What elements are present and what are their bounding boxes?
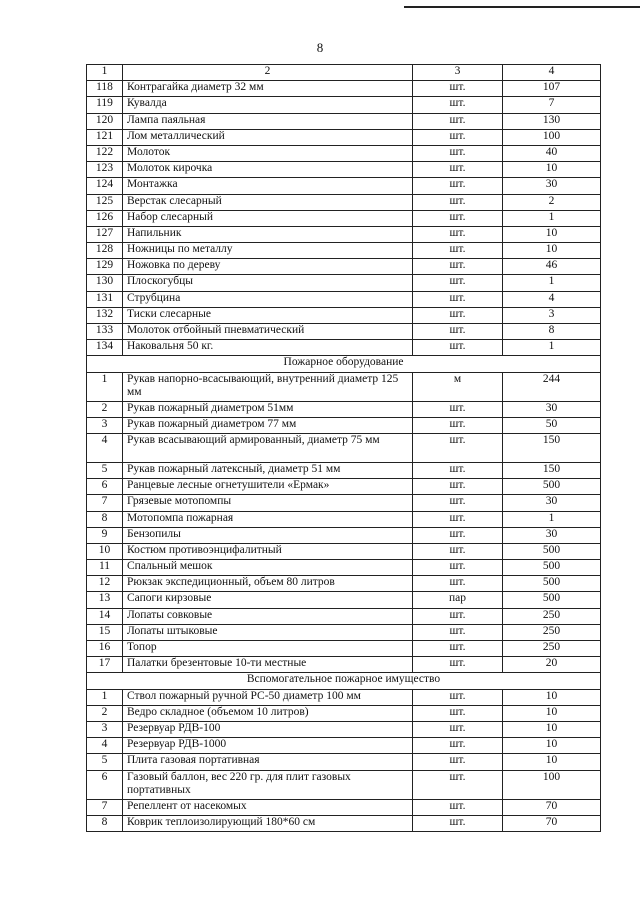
row-quantity: 10 — [503, 226, 601, 242]
row-name: Резервуар РДВ-100 — [123, 721, 413, 737]
row-number: 2 — [87, 401, 123, 417]
row-quantity: 500 — [503, 576, 601, 592]
row-name: Рукав пожарный диаметром 51мм — [123, 401, 413, 417]
table-row — [87, 162, 601, 178]
row-number: 3 — [87, 721, 123, 737]
row-quantity: 30 — [503, 178, 601, 194]
row-name: Монтажка — [123, 178, 413, 194]
row-name: Напильник — [123, 226, 413, 242]
row-unit: шт. — [413, 689, 503, 705]
row-unit: шт. — [413, 624, 503, 640]
row-quantity: 500 — [503, 479, 601, 495]
row-unit: шт. — [413, 433, 503, 462]
row-unit: шт. — [413, 815, 503, 831]
row-number: 4 — [87, 738, 123, 754]
row-name: Сапоги кирзовые — [123, 592, 413, 608]
row-name: Ранцевые лесные огнетушители «Ермак» — [123, 479, 413, 495]
row-quantity: 250 — [503, 608, 601, 624]
table-row — [87, 401, 601, 417]
row-name: Лопаты совковые — [123, 608, 413, 624]
header-col-2: 2 — [123, 65, 413, 81]
row-quantity: 1 — [503, 275, 601, 291]
row-unit: шт. — [413, 145, 503, 161]
row-name: Тиски слесарные — [123, 307, 413, 323]
inventory-table-body — [87, 65, 601, 832]
row-number: 134 — [87, 340, 123, 356]
row-number: 123 — [87, 162, 123, 178]
row-name: Резервуар РДВ-1000 — [123, 738, 413, 754]
row-unit: шт. — [413, 754, 503, 770]
row-quantity: 10 — [503, 754, 601, 770]
row-name: Контрагайка диаметр 32 мм — [123, 81, 413, 97]
row-number: 122 — [87, 145, 123, 161]
top-rule — [404, 6, 640, 8]
section-title: Вспомогательное пожарное имущество — [87, 673, 601, 689]
row-unit: шт. — [413, 307, 503, 323]
row-number: 12 — [87, 576, 123, 592]
row-name: Лом металлический — [123, 129, 413, 145]
row-name: Репеллент от насекомых — [123, 799, 413, 815]
row-quantity: 46 — [503, 259, 601, 275]
row-quantity: 70 — [503, 815, 601, 831]
row-name: Бензопилы — [123, 527, 413, 543]
table-row — [87, 210, 601, 226]
row-quantity: 70 — [503, 799, 601, 815]
row-number: 13 — [87, 592, 123, 608]
row-unit: шт. — [413, 178, 503, 194]
row-number: 14 — [87, 608, 123, 624]
row-number: 8 — [87, 815, 123, 831]
section-title: Пожарное оборудование — [87, 356, 601, 372]
row-unit: шт. — [413, 479, 503, 495]
row-quantity: 10 — [503, 738, 601, 754]
row-number: 132 — [87, 307, 123, 323]
table-row — [87, 624, 601, 640]
row-unit: шт. — [413, 543, 503, 559]
row-unit: шт. — [413, 799, 503, 815]
row-number: 3 — [87, 417, 123, 433]
table-row — [87, 307, 601, 323]
table-row — [87, 259, 601, 275]
row-number: 119 — [87, 97, 123, 113]
table-row — [87, 291, 601, 307]
row-quantity: 10 — [503, 705, 601, 721]
row-name: Ствол пожарный ручной РС-50 диаметр 100 мм — [123, 689, 413, 705]
row-quantity: 250 — [503, 641, 601, 657]
table-row — [87, 194, 601, 210]
row-number: 7 — [87, 495, 123, 511]
row-name: Рукав пожарный латексный, диаметр 51 мм — [123, 462, 413, 478]
row-quantity: 107 — [503, 81, 601, 97]
row-name: Лопаты штыковые — [123, 624, 413, 640]
row-name: Молоток кирочка — [123, 162, 413, 178]
row-quantity: 30 — [503, 495, 601, 511]
row-unit: шт. — [413, 462, 503, 478]
table-row — [87, 479, 601, 495]
row-quantity: 130 — [503, 113, 601, 129]
row-number: 121 — [87, 129, 123, 145]
row-unit: шт. — [413, 113, 503, 129]
table-row — [87, 527, 601, 543]
table-row — [87, 433, 601, 462]
row-unit: шт. — [413, 194, 503, 210]
row-unit: пар — [413, 592, 503, 608]
row-quantity: 1 — [503, 210, 601, 226]
row-unit: шт. — [413, 401, 503, 417]
row-unit: шт. — [413, 129, 503, 145]
row-number: 1 — [87, 689, 123, 705]
row-quantity: 10 — [503, 689, 601, 705]
row-quantity: 250 — [503, 624, 601, 640]
row-quantity: 244 — [503, 372, 601, 401]
row-number: 8 — [87, 511, 123, 527]
row-quantity: 8 — [503, 324, 601, 340]
row-name: Рюкзак экспедиционный, объем 80 литров — [123, 576, 413, 592]
inventory-table — [86, 64, 601, 832]
row-name: Газовый баллон, вес 220 гр. для плит газовых портативных — [123, 770, 413, 799]
row-unit: шт. — [413, 495, 503, 511]
row-quantity: 1 — [503, 340, 601, 356]
row-unit: шт. — [413, 210, 503, 226]
row-unit: шт. — [413, 527, 503, 543]
row-quantity: 30 — [503, 401, 601, 417]
row-unit: шт. — [413, 641, 503, 657]
row-unit: м — [413, 372, 503, 401]
row-number: 6 — [87, 770, 123, 799]
table-row — [87, 97, 601, 113]
row-number: 5 — [87, 754, 123, 770]
table-row — [87, 721, 601, 737]
row-number: 118 — [87, 81, 123, 97]
table-row — [87, 799, 601, 815]
section-row — [87, 356, 601, 372]
table-row — [87, 738, 601, 754]
row-unit: шт. — [413, 324, 503, 340]
row-number: 128 — [87, 243, 123, 259]
header-col-4: 4 — [503, 65, 601, 81]
row-number: 126 — [87, 210, 123, 226]
row-unit: шт. — [413, 275, 503, 291]
table-row — [87, 754, 601, 770]
row-number: 6 — [87, 479, 123, 495]
row-unit: шт. — [413, 560, 503, 576]
row-quantity: 150 — [503, 462, 601, 478]
row-name: Костюм противоэнцифалитный — [123, 543, 413, 559]
table-row — [87, 226, 601, 242]
row-unit: шт. — [413, 162, 503, 178]
row-quantity: 100 — [503, 770, 601, 799]
row-number: 5 — [87, 462, 123, 478]
row-quantity: 1 — [503, 511, 601, 527]
row-quantity: 40 — [503, 145, 601, 161]
page-number: 8 — [316, 40, 324, 55]
table-row — [87, 511, 601, 527]
table-row — [87, 705, 601, 721]
row-quantity: 4 — [503, 291, 601, 307]
row-unit: шт. — [413, 97, 503, 113]
row-quantity: 10 — [503, 243, 601, 259]
row-number: 2 — [87, 705, 123, 721]
row-name: Наковальня 50 кг. — [123, 340, 413, 356]
row-quantity: 2 — [503, 194, 601, 210]
table-row — [87, 417, 601, 433]
table-row — [87, 340, 601, 356]
row-quantity: 500 — [503, 543, 601, 559]
row-unit: шт. — [413, 511, 503, 527]
row-unit: шт. — [413, 738, 503, 754]
table-row — [87, 495, 601, 511]
row-quantity: 500 — [503, 592, 601, 608]
header-col-1: 1 — [87, 65, 123, 81]
table-row — [87, 324, 601, 340]
row-number: 124 — [87, 178, 123, 194]
row-name: Верстак слесарный — [123, 194, 413, 210]
row-number: 1 — [87, 372, 123, 401]
row-quantity: 100 — [503, 129, 601, 145]
row-name: Плита газовая портативная — [123, 754, 413, 770]
row-quantity: 500 — [503, 560, 601, 576]
row-unit: шт. — [413, 576, 503, 592]
row-number: 127 — [87, 226, 123, 242]
row-number: 11 — [87, 560, 123, 576]
row-name: Молоток — [123, 145, 413, 161]
row-unit: шт. — [413, 226, 503, 242]
row-name: Плоскогубцы — [123, 275, 413, 291]
row-number: 131 — [87, 291, 123, 307]
row-name: Мотопомпа пожарная — [123, 511, 413, 527]
row-unit: шт. — [413, 608, 503, 624]
row-quantity: 7 — [503, 97, 601, 113]
table-row — [87, 145, 601, 161]
row-number: 4 — [87, 433, 123, 462]
table-row — [87, 129, 601, 145]
row-number: 16 — [87, 641, 123, 657]
row-quantity: 10 — [503, 721, 601, 737]
row-quantity: 10 — [503, 162, 601, 178]
table-row — [87, 81, 601, 97]
row-name: Лампа паяльная — [123, 113, 413, 129]
row-number: 129 — [87, 259, 123, 275]
row-name: Рукав напорно-всасывающий, внутренний диаметр 125 мм — [123, 372, 413, 401]
table-row — [87, 770, 601, 799]
table-row — [87, 815, 601, 831]
row-number: 9 — [87, 527, 123, 543]
row-unit: шт. — [413, 657, 503, 673]
row-unit: шт. — [413, 243, 503, 259]
header-col-3: 3 — [413, 65, 503, 81]
table-row — [87, 462, 601, 478]
row-unit: шт. — [413, 259, 503, 275]
row-name: Топор — [123, 641, 413, 657]
row-name: Молоток отбойный пневматический — [123, 324, 413, 340]
row-quantity: 20 — [503, 657, 601, 673]
row-number: 7 — [87, 799, 123, 815]
row-number: 15 — [87, 624, 123, 640]
row-unit: шт. — [413, 340, 503, 356]
row-unit: шт. — [413, 770, 503, 799]
table-row — [87, 641, 601, 657]
row-name: Рукав пожарный диаметром 77 мм — [123, 417, 413, 433]
row-name: Коврик теплоизолирующий 180*60 см — [123, 815, 413, 831]
row-unit: шт. — [413, 705, 503, 721]
row-quantity: 3 — [503, 307, 601, 323]
row-unit: шт. — [413, 291, 503, 307]
row-name: Кувалда — [123, 97, 413, 113]
row-number: 17 — [87, 657, 123, 673]
row-quantity: 30 — [503, 527, 601, 543]
table-row — [87, 576, 601, 592]
row-name: Ножницы по металлу — [123, 243, 413, 259]
row-number: 133 — [87, 324, 123, 340]
table-row — [87, 560, 601, 576]
row-unit: шт. — [413, 81, 503, 97]
table-row — [87, 372, 601, 401]
row-quantity: 50 — [503, 417, 601, 433]
table-row — [87, 543, 601, 559]
row-name: Рукав всасывающий армированный, диаметр 75 мм — [123, 433, 413, 462]
table-row — [87, 657, 601, 673]
row-unit: шт. — [413, 721, 503, 737]
row-number: 10 — [87, 543, 123, 559]
row-name: Набор слесарный — [123, 210, 413, 226]
row-name: Струбцина — [123, 291, 413, 307]
table-row — [87, 113, 601, 129]
row-quantity: 150 — [503, 433, 601, 462]
row-name: Ножовка по дереву — [123, 259, 413, 275]
row-number: 120 — [87, 113, 123, 129]
row-name: Ведро складное (объемом 10 литров) — [123, 705, 413, 721]
row-name: Спальный мешок — [123, 560, 413, 576]
row-number: 125 — [87, 194, 123, 210]
section-row — [87, 673, 601, 689]
table-row — [87, 243, 601, 259]
table-row — [87, 689, 601, 705]
row-name: Грязевые мотопомпы — [123, 495, 413, 511]
table-row — [87, 275, 601, 291]
table-row — [87, 592, 601, 608]
table-header-row — [87, 65, 601, 81]
table-row — [87, 608, 601, 624]
row-unit: шт. — [413, 417, 503, 433]
row-name: Палатки брезентовые 10-ти местные — [123, 657, 413, 673]
row-number: 130 — [87, 275, 123, 291]
table-row — [87, 178, 601, 194]
